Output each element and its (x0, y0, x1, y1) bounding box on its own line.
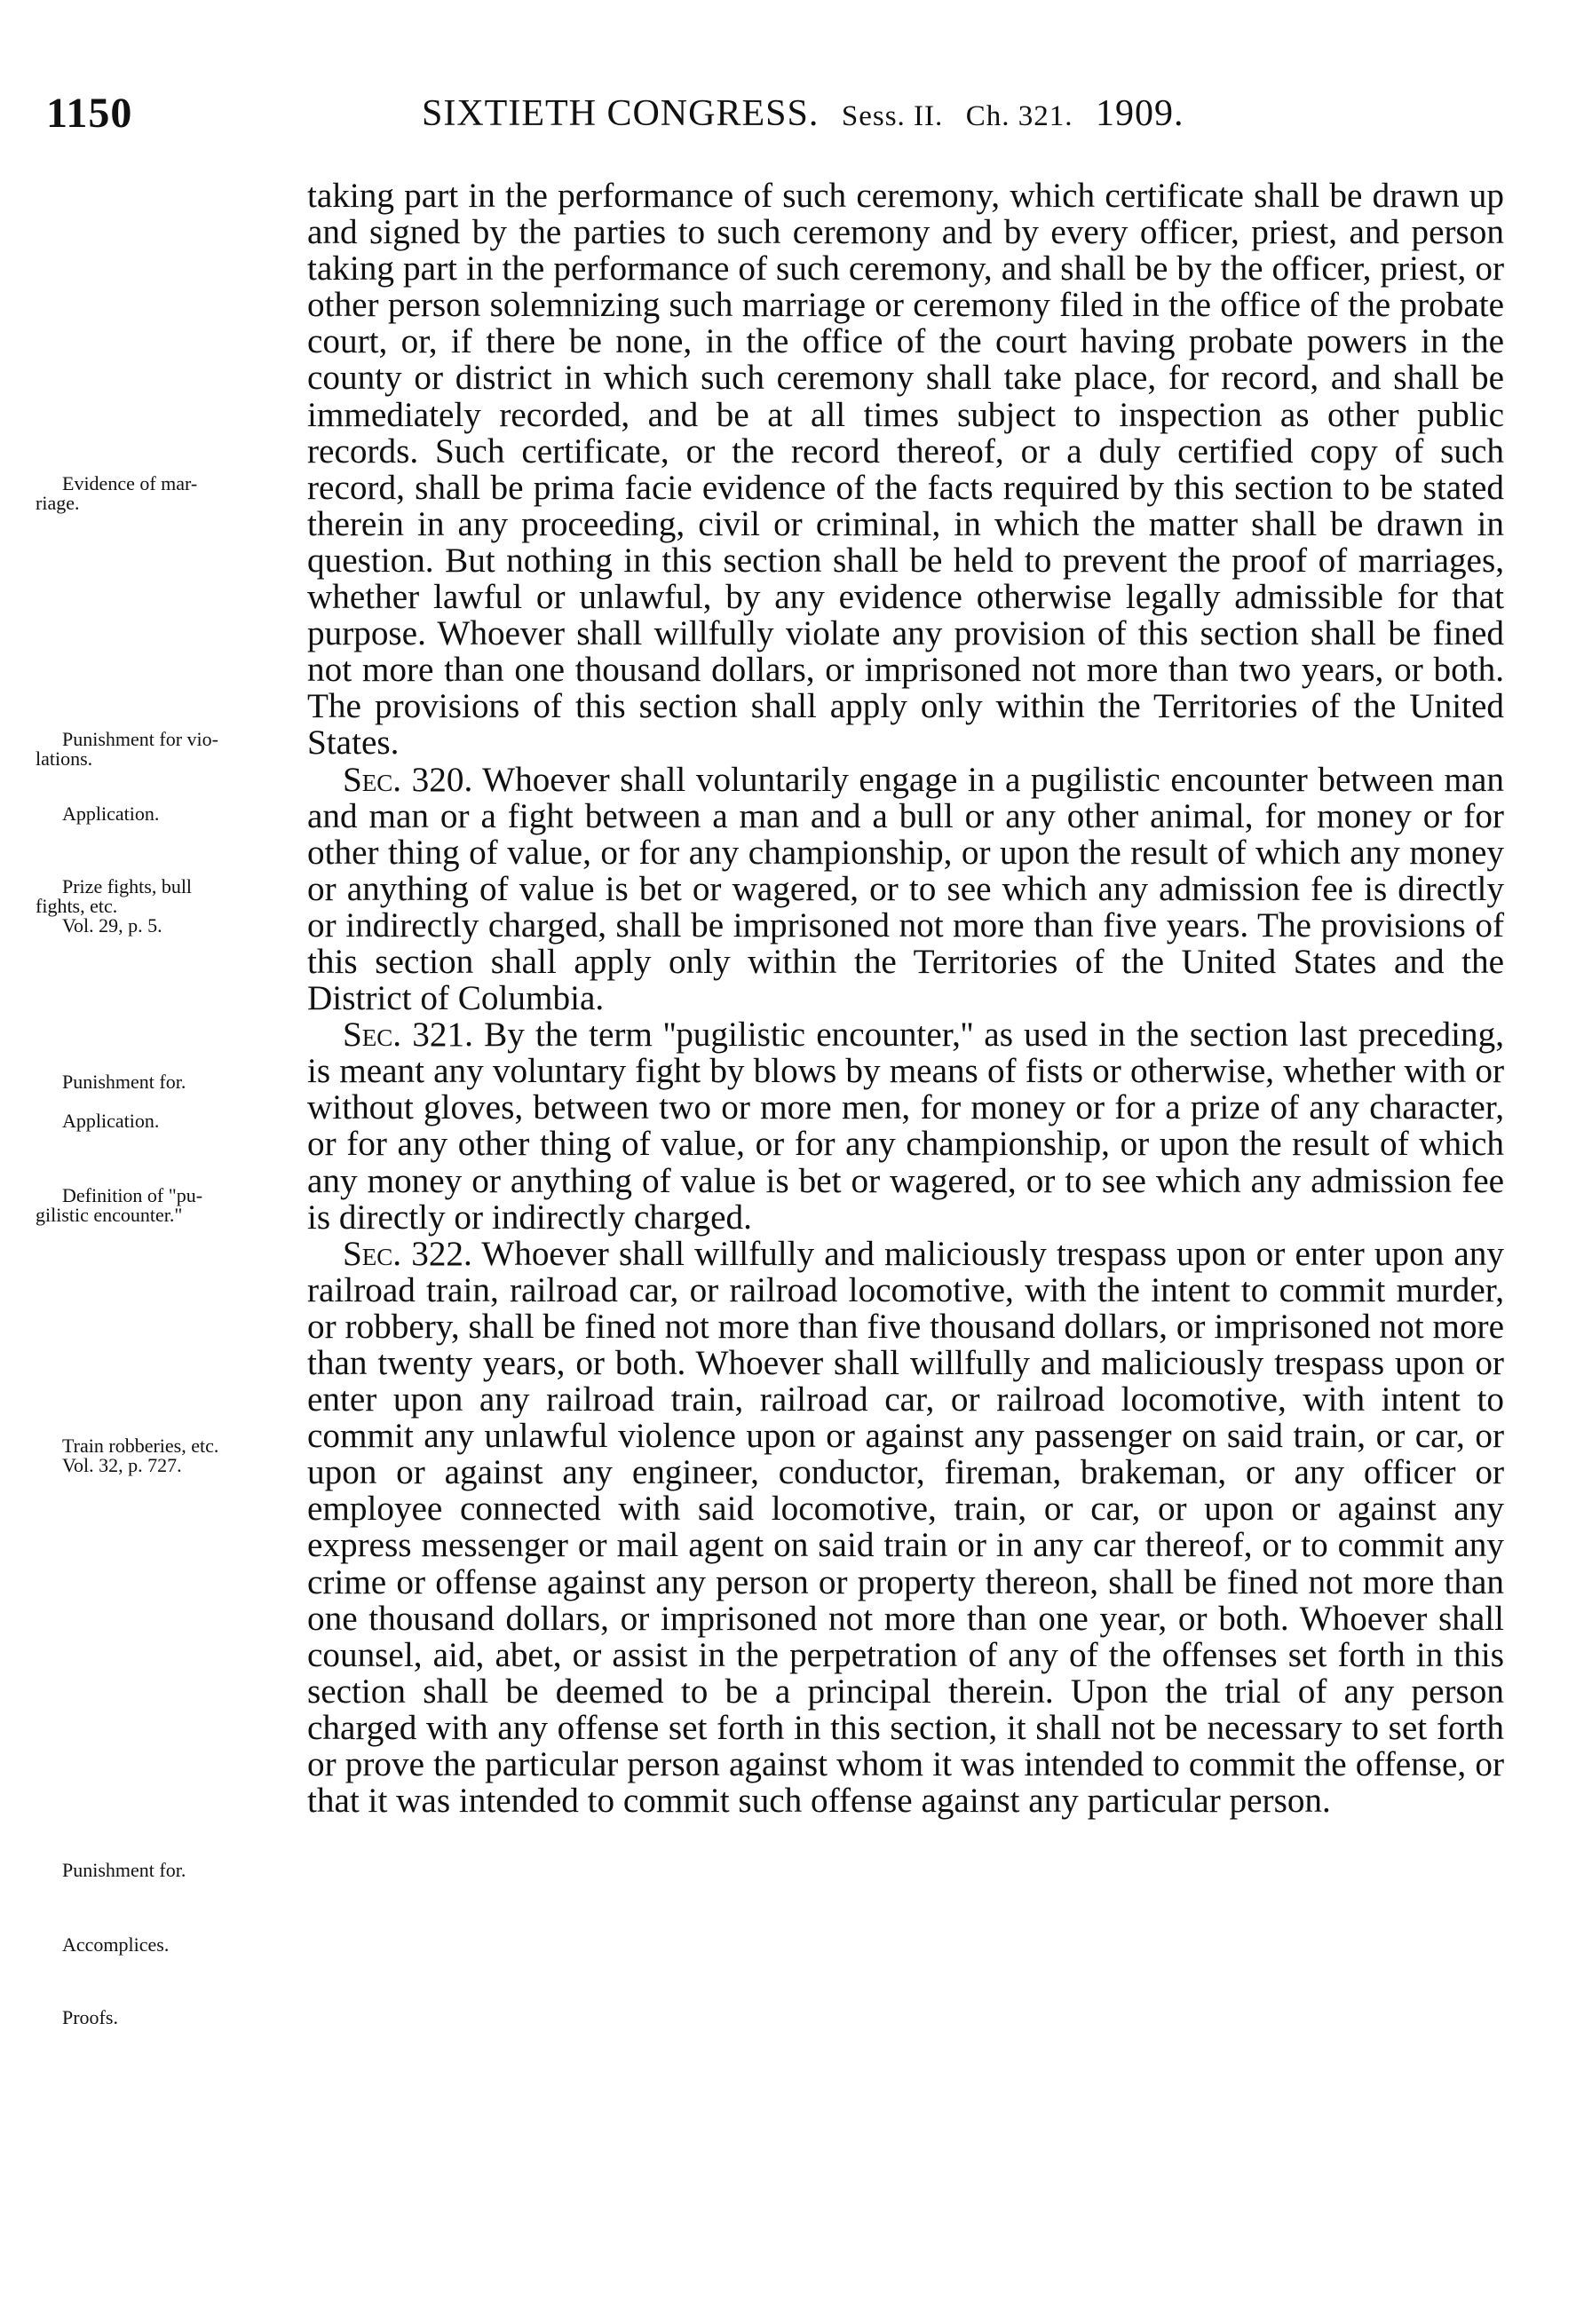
paragraph-text: Whoever shall willfully and maliciously trespass upon or enter upon any railroad train, railroad car, or railroad locomotive, with the intent to commit murder, or robbery, shall be fined not more than five thousand dollars, or imprisoned not more than twenty years, or both. Whoever shall willfully and maliciously trespass upon or enter upon any railroad train, railroad car, or railroad locomotive, with intent to commit any unlawful violence upon or against any passenger on said train, or car, or upon or against any engineer, conductor, fireman, brakeman, or any officer or employee connected with said locomotive, train, or car, or upon or against any express messenger or mail agent on said train or in any car thereof, or to commit any crime or offense against any person or property thereon, shall be fined not more than one thousand dollars, or imprisoned not more than one year, or both. Whoever shall counsel, aid, abet, or assist in the perpetration of any of the offenses set forth in this section shall be deemed to be a principal therein. Upon the trial of any person charged with any offense set forth in this section, it shall not be necessary to set forth or prove the particular person against whom it was intended to commit the offense, or that it was intended to commit such offense against any particular person. (307, 1234, 1504, 1821)
margin-note-line: Vol. 29, p. 5. (62, 914, 162, 937)
margin-note-line: gilistic encounter." (36, 1204, 183, 1226)
section-number: Sec. 322. (343, 1234, 472, 1273)
section-number: Sec. 320. (343, 760, 473, 799)
page-header (0, 89, 1576, 151)
margin-note-punishment-for (36, 1861, 302, 1880)
statute-body (307, 178, 1504, 1819)
section-320 (307, 762, 1504, 1017)
section-number: Sec. 321. (343, 1016, 473, 1055)
margin-note-application (36, 804, 302, 824)
margin-note-line: Punishment for. (62, 1071, 186, 1093)
margin-note-definition-pugilistic (36, 1186, 302, 1225)
paragraph-text: Whoever shall voluntarily engage in a pugilistic encounter between man and man or a fight between a man and a bull or any other animal, for money or for other thing of value, or for any championship, or upon the result of which any money or anything of value is bet or wagered, or to see which any admission fee is directly or indirectly charged, shall be imprisoned not more than five years. The provisions of this section shall apply only within the Territories of the United States and the District of Columbia. (307, 760, 1505, 1018)
margin-note-punishment-for (36, 1072, 302, 1092)
section-321 (307, 1016, 1504, 1236)
margin-note-accomplices (36, 1935, 302, 1955)
section-322 (307, 1236, 1504, 1820)
session-label: Sess. II. (841, 100, 944, 132)
chapter-label: Ch. 321. (965, 100, 1073, 132)
margin-note-line: Prize fights, bull (62, 875, 193, 897)
margin-note-evidence-of-marriage (36, 474, 302, 513)
margin-note-line: Application. (62, 1110, 160, 1132)
margin-note-prize-fights (36, 877, 302, 936)
page-number: 1150 (46, 90, 133, 137)
margin-note-line: Accomplices. (62, 1933, 170, 1956)
margin-note-line: Vol. 32, p. 727. (62, 1454, 182, 1476)
margin-note-line: Train robberies, etc. (62, 1435, 219, 1457)
paragraph-text: By the term ''pugilistic encounter,'' as used in the section last preceding, is meant any voluntary fight by blows by means of fists or otherwise, whether with or without gloves, between two or more men, for money or for a prize of any character, or for any other thing of value, or for any championship, or upon the result of which any money or anything of value is bet or wagered, or to see which any admission fee is directly or indirectly charged. (307, 1016, 1505, 1237)
paragraph-continuation (307, 178, 1504, 762)
margin-note-line: Proofs. (62, 2006, 118, 2028)
margin-note-train-robberies (36, 1436, 302, 1475)
margin-note-line: Punishment for vio- (62, 728, 218, 750)
margin-note-line: fights, etc. (36, 895, 118, 917)
year-label: 1909. (1096, 93, 1184, 134)
margin-note-line: Evidence of mar- (62, 472, 198, 494)
margin-note-proofs (36, 2008, 302, 2028)
margin-note-line: Application. (62, 802, 160, 825)
congress-title: SIXTIETH CONGRESS. (422, 93, 820, 134)
margin-note-line: Definition of "pu- (62, 1184, 203, 1206)
margin-note-punishment-for-violations (36, 730, 302, 769)
margin-note-application (36, 1111, 302, 1131)
margin-note-line: lations. (36, 747, 93, 770)
running-head (422, 92, 1197, 135)
margin-note-line: Punishment for. (62, 1859, 186, 1881)
margin-note-line: riage. (36, 492, 80, 514)
paragraph-text: taking part in the performance of such ceremony, which certificate shall be drawn up and signed by the parties to such ceremony and by every officer, priest, and person taking part in the performance of such ceremony, and shall be by the officer, priest, or other person solemnizing such marriage or ceremony filed in the office of the probate court, or, if there be none, in the office of the court having probate powers in the county or district in which such ceremony shall take place, for record, and shall be immediately recorded, and be at all times subject to inspection as other public records. Such certificate, or the record thereof, or a duly certified copy of such record, shall be prima facie evidence of the facts required by this section to be stated therein in any proceeding, civil or criminal, in which the matter shall be drawn in question. But nothing in this section shall be held to prevent the proof of marriages, whether lawful or unlawful, by any evidence otherwise legally admissible for that purpose. Whoever shall willfully violate any provision of this section shall be fined not more than one thousand dollars, or imprisoned not more than two years, or both. The provisions of this section shall apply only within the Territories of the United States. (307, 177, 1504, 763)
